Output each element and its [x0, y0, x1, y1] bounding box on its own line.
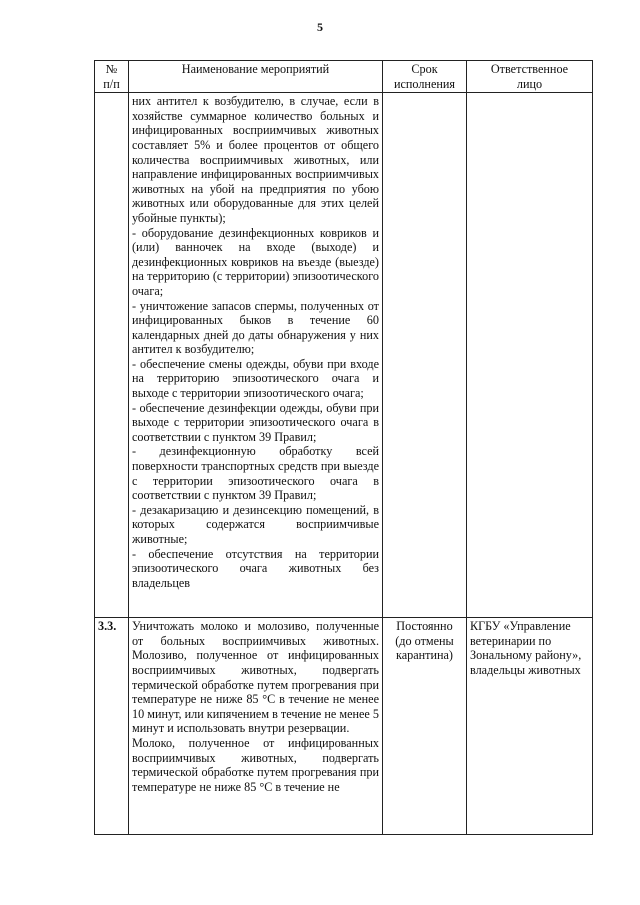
row-number: 3.3. [98, 619, 117, 634]
header-responsible [467, 61, 593, 93]
header-number [95, 61, 129, 93]
header-term-line1: Срок [411, 62, 438, 76]
header-number-abbr: п/п [103, 76, 120, 91]
header-term-line2: исполнения [393, 76, 456, 91]
page-number: 5 [317, 20, 323, 34]
cell-term-empty [383, 93, 467, 618]
cell-number [95, 618, 129, 835]
header-resp-line1: Ответственное [490, 62, 569, 76]
cell-continuation [129, 93, 383, 618]
table-row [95, 93, 593, 618]
header-number-symbol: № [105, 62, 118, 76]
cell-measure [129, 618, 383, 835]
table-row [95, 618, 593, 835]
measure-text: Уничтожать молоко и молозиво, полученные от больных восприимчивых животных. Молозиво, полученное от инфицированных восприимчивых животных, подвергать термической обработке путем прогревания при температуре не ниже 85 °С в течение не менее 10 минут, или кипячением в течение не менее 5 минут и использовать внутри резервации. Молоко, полученное от инфицированных восприимчивых животных, подвергать термической обработке путем прогревания при температуре не ниже 85 °С в течение не [132, 619, 379, 794]
cell-resp-empty [467, 93, 593, 618]
responsible-text: КГБУ «Управление ветеринарии по Зональному району», владельцы животных [470, 619, 582, 677]
table-header-row [95, 61, 593, 93]
cell-term [383, 618, 467, 835]
term-text: Постоянно (до отмены карантина) [395, 619, 454, 663]
cell-number-empty [95, 93, 129, 618]
header-term [383, 61, 467, 93]
header-resp-line2: лицо [516, 76, 543, 91]
measures-table [94, 60, 593, 835]
header-name-label: Наименование мероприятий [181, 62, 330, 76]
continuation-text: них антител к возбудителю, в случае, если в хозяйстве суммарное количество больных и инфицированных восприимчивых животных составляет 5% и более процентов от общего количества восприимчивых животных, или направление инфицированных восприимчивых животных на убой на предприятия по убою животных или оборудованные для этих целей убойные пункты); - оборудование дезинфекционных ковриков и (или) ванночек на входе (выходе) и дезинфекционных ковриков на въезде (выезде) на территорию (с территории) эпизоотического очага; - уничтожение запасов спермы, полученных от инфицированных быков в течение 60 календарных дней до даты обнаружения у них антител к возбудителю; - обеспечение смены одежды, обуви при входе на территорию эпизоотического очага и выходе с территории эпизоотического очага; - обеспечение дезинфекции одежды, обуви при выходе с территории эпизоотического очага в соответствии с пунктом 39 Правил; - дезинфекционную обработку всей поверхности транспортных средств при выезде с территории эпизоотического очага в соответствии с пунктом 39 Правил; - дезакаризацию и дезинсекцию помещений, в которых содержатся восприимчивые животные; - обеспечение отсутствия на территории эпизоотического очага животных без владельцев [132, 94, 379, 590]
header-name [129, 61, 383, 93]
cell-responsible [467, 618, 593, 835]
